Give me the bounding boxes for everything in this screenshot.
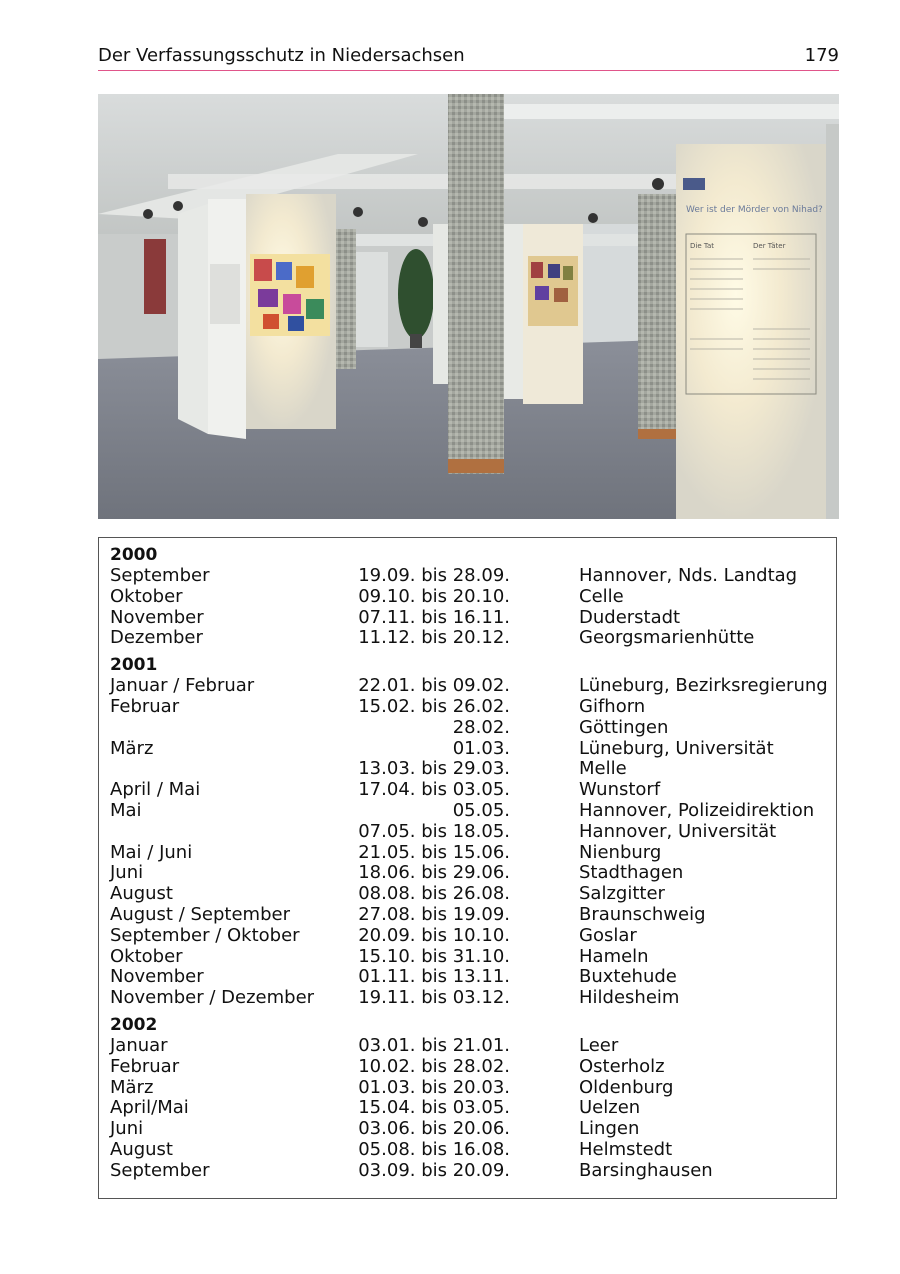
schedule-row — [110, 905, 826, 926]
schedule-row — [110, 843, 826, 864]
dates-cell: 05.08. bis 16.08. — [358, 1138, 510, 1160]
dates-cell: 17.04. bis 03.05. — [358, 779, 510, 801]
schedule-row — [110, 801, 826, 822]
place-cell: Nienburg — [579, 841, 662, 863]
place-cell: Leer — [579, 1034, 619, 1056]
schedule-row — [110, 1036, 826, 1057]
schedule-row — [110, 587, 826, 608]
schedule-row — [110, 759, 826, 780]
month-cell: November — [110, 966, 204, 988]
place-cell: Wunstorf — [579, 779, 661, 801]
schedule-row — [110, 947, 826, 968]
year-heading: 2001 — [110, 655, 158, 676]
dates-cell: 05.05. — [452, 799, 510, 821]
schedule-row — [110, 884, 826, 905]
schedule-row — [110, 1057, 826, 1078]
dates-cell: 11.12. bis 20.12. — [358, 627, 510, 649]
dates-cell: 19.09. bis 28.09. — [358, 565, 510, 586]
place-cell: Salzgitter — [579, 883, 665, 905]
dates-cell: 01.03. bis 20.03. — [358, 1076, 510, 1098]
dates-cell: 21.05. bis 15.06. — [358, 841, 510, 863]
schedule-row — [110, 1078, 826, 1099]
place-cell: Melle — [579, 758, 627, 780]
month-cell: Januar — [110, 1034, 168, 1056]
month-cell: August — [110, 883, 173, 905]
month-cell: Oktober — [110, 585, 183, 607]
dates-cell: 01.03. — [452, 737, 510, 759]
place-cell: Georgsmarienhütte — [579, 627, 755, 649]
dates-cell: 09.10. bis 20.10. — [358, 585, 510, 607]
dates-cell: 08.08. bis 26.08. — [358, 883, 510, 905]
month-cell: März — [110, 1076, 154, 1098]
year-heading: 2002 — [110, 1014, 158, 1035]
exhibition-photo — [98, 94, 839, 519]
place-cell: Gifhorn — [579, 695, 646, 717]
exhibition-schedule — [110, 545, 826, 1182]
month-cell: November — [110, 606, 204, 628]
month-cell: Februar — [110, 1055, 180, 1077]
dates-cell: 19.11. bis 03.12. — [358, 987, 510, 1009]
place-cell: Duderstadt — [579, 606, 681, 628]
running-title: Der Verfassungsschutz in Niedersachsen — [98, 45, 465, 66]
place-cell: Hildesheim — [579, 987, 680, 1009]
schedule-row — [110, 628, 826, 649]
place-cell: Göttingen — [579, 716, 669, 738]
month-cell: April/Mai — [110, 1097, 189, 1119]
place-cell: Celle — [579, 585, 624, 607]
dates-cell: 13.03. bis 29.03. — [358, 758, 510, 780]
month-cell: September — [110, 1159, 210, 1181]
page-header — [98, 44, 839, 71]
place-cell: Braunschweig — [579, 903, 706, 925]
month-cell: August — [110, 1138, 173, 1160]
schedule-row — [110, 822, 826, 843]
place-cell: Oldenburg — [579, 1076, 674, 1098]
schedule-row — [110, 718, 826, 739]
month-cell: Oktober — [110, 945, 183, 967]
month-cell: Juni — [110, 862, 144, 884]
schedule-row — [110, 1098, 826, 1119]
month-cell: November / Dezember — [110, 987, 315, 1009]
exhibition-schedule-box — [98, 537, 837, 1199]
schedule-row — [110, 967, 826, 988]
schedule-row — [110, 697, 826, 718]
month-cell: August / September — [110, 903, 290, 925]
dates-cell: 20.09. bis 10.10. — [358, 924, 510, 946]
place-cell: Barsinghausen — [579, 1159, 713, 1181]
place-cell: Hannover, Polizeidirektion — [579, 799, 815, 821]
month-cell: Mai / Juni — [110, 841, 193, 863]
place-cell: Hannover, Universität — [579, 820, 777, 842]
place-cell: Buxtehude — [579, 966, 677, 988]
dates-cell: 22.01. bis 09.02. — [358, 675, 510, 697]
dates-cell: 15.02. bis 26.02. — [358, 695, 510, 717]
month-cell: Mai — [110, 799, 142, 821]
dates-cell: 07.05. bis 18.05. — [358, 820, 510, 842]
dates-cell: 10.02. bis 28.02. — [358, 1055, 510, 1077]
schedule-row — [110, 863, 826, 884]
schedule-row — [110, 926, 826, 947]
schedule-row — [110, 988, 826, 1009]
place-cell: Hameln — [579, 945, 649, 967]
place-cell: Hannover, Nds. Landtag — [579, 565, 798, 586]
place-cell: Lingen — [579, 1118, 640, 1140]
dates-cell: 03.06. bis 20.06. — [358, 1118, 510, 1140]
month-cell: September — [110, 565, 210, 586]
month-cell: Januar / Februar — [110, 675, 255, 697]
year-heading: 2000 — [110, 545, 158, 565]
page-number: 179 — [804, 45, 839, 66]
dates-cell: 27.08. bis 19.09. — [358, 903, 510, 925]
dates-cell: 03.09. bis 20.09. — [358, 1159, 510, 1181]
schedule-row — [110, 739, 826, 760]
place-cell: Lüneburg, Universität — [579, 737, 774, 759]
month-cell: März — [110, 737, 154, 759]
panel-heading: Wer ist der Mörder von Nihad? — [686, 205, 823, 215]
schedule-row — [110, 1119, 826, 1140]
panel-col2: Der Täter — [753, 242, 786, 250]
schedule-row — [110, 676, 826, 697]
place-cell: Uelzen — [579, 1097, 641, 1119]
place-cell: Lüneburg, Bezirksregierung — [579, 675, 828, 697]
place-cell: Stadthagen — [579, 862, 684, 884]
dates-cell: 18.06. bis 29.06. — [358, 862, 510, 884]
dates-cell: 15.10. bis 31.10. — [358, 945, 510, 967]
place-cell: Helmstedt — [579, 1138, 673, 1160]
month-cell: April / Mai — [110, 779, 201, 801]
place-cell: Osterholz — [579, 1055, 665, 1077]
month-cell: Juni — [110, 1118, 144, 1140]
schedule-row — [110, 566, 826, 587]
dates-cell: 01.11. bis 13.11. — [358, 966, 510, 988]
dates-cell: 28.02. — [452, 716, 510, 738]
month-cell: Februar — [110, 695, 180, 717]
panel-col1: Die Tat — [690, 242, 715, 250]
schedule-row — [110, 780, 826, 801]
dates-cell: 15.04. bis 03.05. — [358, 1097, 510, 1119]
schedule-row — [110, 1140, 826, 1161]
dates-cell: 03.01. bis 21.01. — [358, 1034, 510, 1056]
month-cell: September / Oktober — [110, 924, 300, 946]
month-cell: Dezember — [110, 627, 203, 649]
exhibition-photo-illustration — [98, 94, 839, 519]
schedule-row — [110, 1161, 826, 1182]
place-cell: Goslar — [579, 924, 637, 946]
schedule-row — [110, 608, 826, 629]
dates-cell: 07.11. bis 16.11. — [358, 606, 510, 628]
